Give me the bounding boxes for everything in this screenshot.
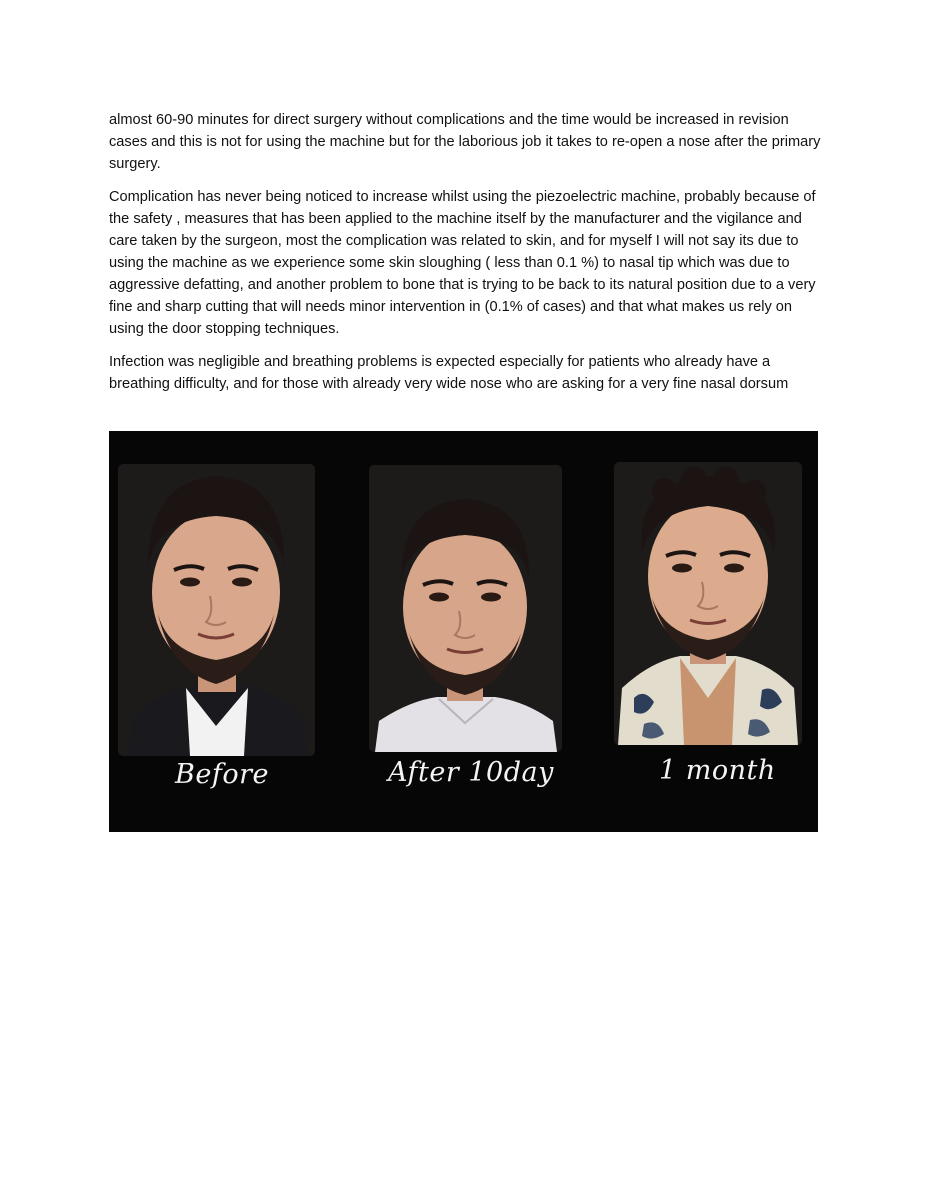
paragraph-surgery-duration: almost 60-90 minutes for direct surgery without complications and the time would be increased in revision cases and this is not for using the machine but for the laborious job it takes to re-open a nose after the primary surgery. (109, 112, 821, 172)
caption-after-10-day: After 10day (388, 757, 554, 788)
body-text (109, 109, 821, 406)
before-after-figure (109, 431, 818, 832)
caption-1-month: 1 month (659, 755, 776, 786)
paragraph-complications: Complication has never being noticed to increase whilst using the piezoelectric machine, probably because of the safety , measures that has been applied to the machine itself by the manufacturer and the vigilance and care taken by the surgeon, most the complication was related to skin, and for myself I will not say its due to using the machine as we experience some skin sloughing ( less than 0.1 %) to nasal tip which was due to aggressive defatting, and another problem to bone that is trying to be back to its natural position due to a very fine and sharp cutting that will needs minor intervention in (0.1% of cases) and that what makes us rely on using the door stopping techniques. (109, 189, 816, 337)
paragraph-infection: Infection was negligible and breathing problems is expected especially for patients who already have a breathing difficulty, and for those with already very wide nose who are asking for a very fine nasal dorsum (109, 354, 789, 392)
after-10-day-photo (369, 465, 562, 752)
one-month-photo (614, 462, 802, 745)
before-photo (118, 464, 315, 756)
caption-before: Before (175, 759, 269, 790)
